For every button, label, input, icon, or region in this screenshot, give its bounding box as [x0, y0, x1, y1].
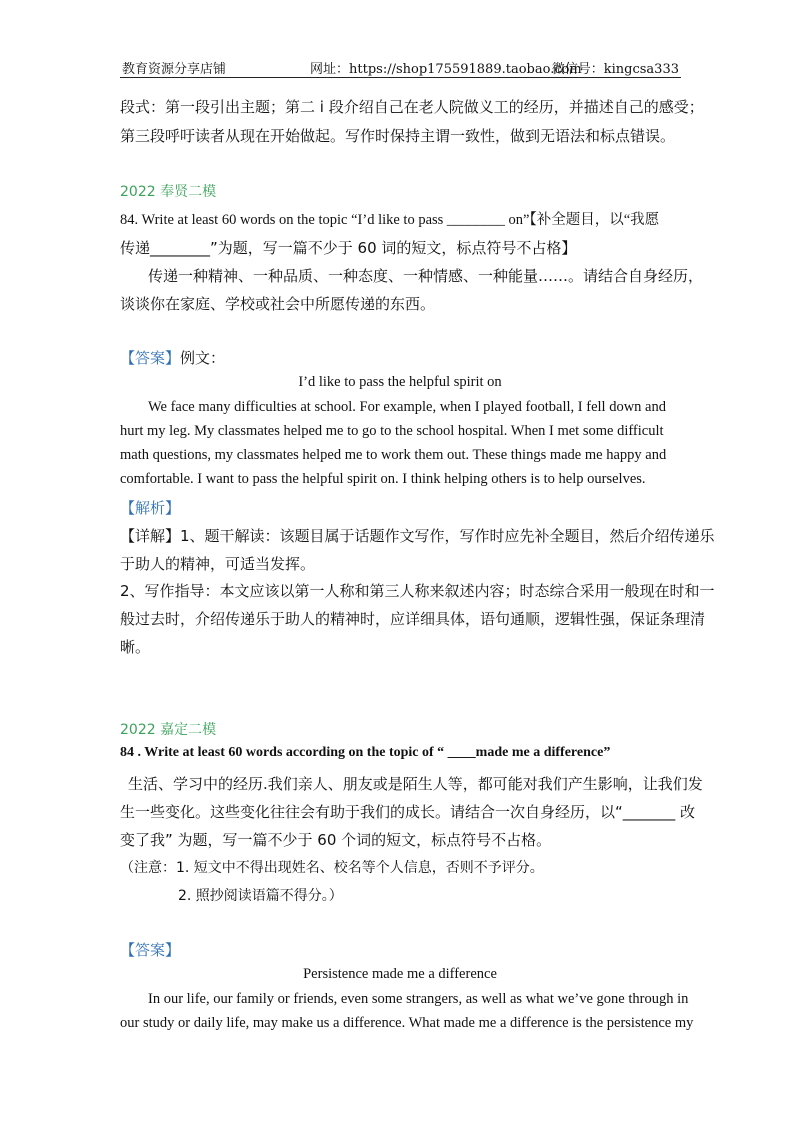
q1-answer-label: [120, 347, 225, 368]
q2-essay-line-2: our study or daily life, may make us a difference. What made me a difference is the persistence my: [120, 1015, 694, 1031]
q1-detail-line-1: 【详解】1、题干解读：该题目属于话题作文写作，写作时应先补全题目，然后介绍传递乐: [120, 527, 715, 545]
q2-prompt: 84 . Write at least 60 words according on the topic of “ ____made me a difference”: [120, 745, 611, 760]
q2-desc-line-2: 生一些变化。这些变化往往会有助于我们的成长。请结合一次自身经历，以“_______ 改: [120, 803, 696, 821]
q1-prompt-line-1: 84. Write at least 60 words on the topic “I’d like to pass ________ on”【补全题目，以“我愿: [120, 212, 660, 228]
q1-desc-line-1: 传递一种精神、一种品质、一种态度、一种情感、一种能量……。请结合自身经历，: [148, 267, 704, 285]
q2-desc-line-3: 变了我” 为题，写一篇不少于 60 个词的短文，标点符号不占格。: [120, 831, 552, 849]
q2-essay-line-1: In our life, our family or friends, even some strangers, as well as what we’ve gone through in: [148, 991, 689, 1007]
q1-analysis-tag: 【解析】: [120, 499, 181, 517]
q1-essay-line-4: comfortable. I want to pass the helpful spirit on. I think helping others is to help ourselves.: [120, 471, 646, 487]
q1-essay-line-2: hurt my leg. My classmates helped me to go to the school hospital. When I met some difficult: [120, 423, 664, 439]
q1-answer-tag: 【答案】: [120, 349, 181, 367]
q1-desc-line-2: 谈谈你在家庭、学校或社会中所愿传递的东西。: [120, 295, 436, 313]
q2-note-1: （注意：1. 短文中不得出现姓名、校名等个人信息，否则不予评分。: [120, 860, 544, 876]
q1-prompt-line-2: 传递________”为题，写一篇不少于 60 词的短文，标点符号不占格】: [120, 239, 577, 257]
q1-detail-line-2: 于助人的精神，可适当发挥。: [120, 555, 316, 573]
q2-essay-title: Persistence made me a difference: [303, 966, 497, 982]
header-url: 网址：https://shop175591889.taobao.com: [310, 62, 582, 77]
prev-line-1: 段式：第一段引出主题；第二 i 段介绍自己在老人院做义工的经历，并描述自己的感受；: [120, 98, 704, 116]
q2-source: 2022 嘉定二模: [120, 722, 217, 738]
q1-essay-title: I’d like to pass the helpful spirit on: [298, 374, 502, 390]
q1-essay-line-3: math questions, my classmates helped me to work them out. These things made me happy and: [120, 447, 667, 463]
q1-guide-line-1: 2、写作指导：本文应该以第一人称和第三人称来叙述内容；时态综合采用一般现在时和一: [120, 582, 715, 600]
q1-guide-line-2: 般过去时，介绍传递乐于助人的精神时，应详细具体，语句通顺，逻辑性强，保证条理清: [120, 610, 706, 628]
q2-answer-tag: 【答案】: [120, 941, 181, 959]
q2-note-2: 2. 照抄阅读语篇不得分。）: [178, 888, 343, 904]
prev-line-2: 第三段呼吁读者从现在开始做起。写作时保持主谓一致性，做到无语法和标点错误。: [120, 127, 676, 145]
q1-essay-line-1: We face many difficulties at school. For example, when I played football, I fell down and: [148, 399, 666, 415]
header-wechat: 微信号：kingcsa333: [551, 62, 679, 77]
q1-guide-line-3: 晰。: [120, 638, 151, 656]
q1-source: 2022 奉贤二模: [120, 184, 217, 200]
page-header: [120, 55, 681, 78]
q1-answer-intro: 例文：: [180, 349, 226, 367]
header-shop-name: 教育资源分享店铺: [122, 62, 227, 77]
q2-desc-line-1: 生活、学习中的经历.我们亲人、朋友或是陌生人等，都可能对我们产生影响，让我们发: [128, 775, 703, 793]
